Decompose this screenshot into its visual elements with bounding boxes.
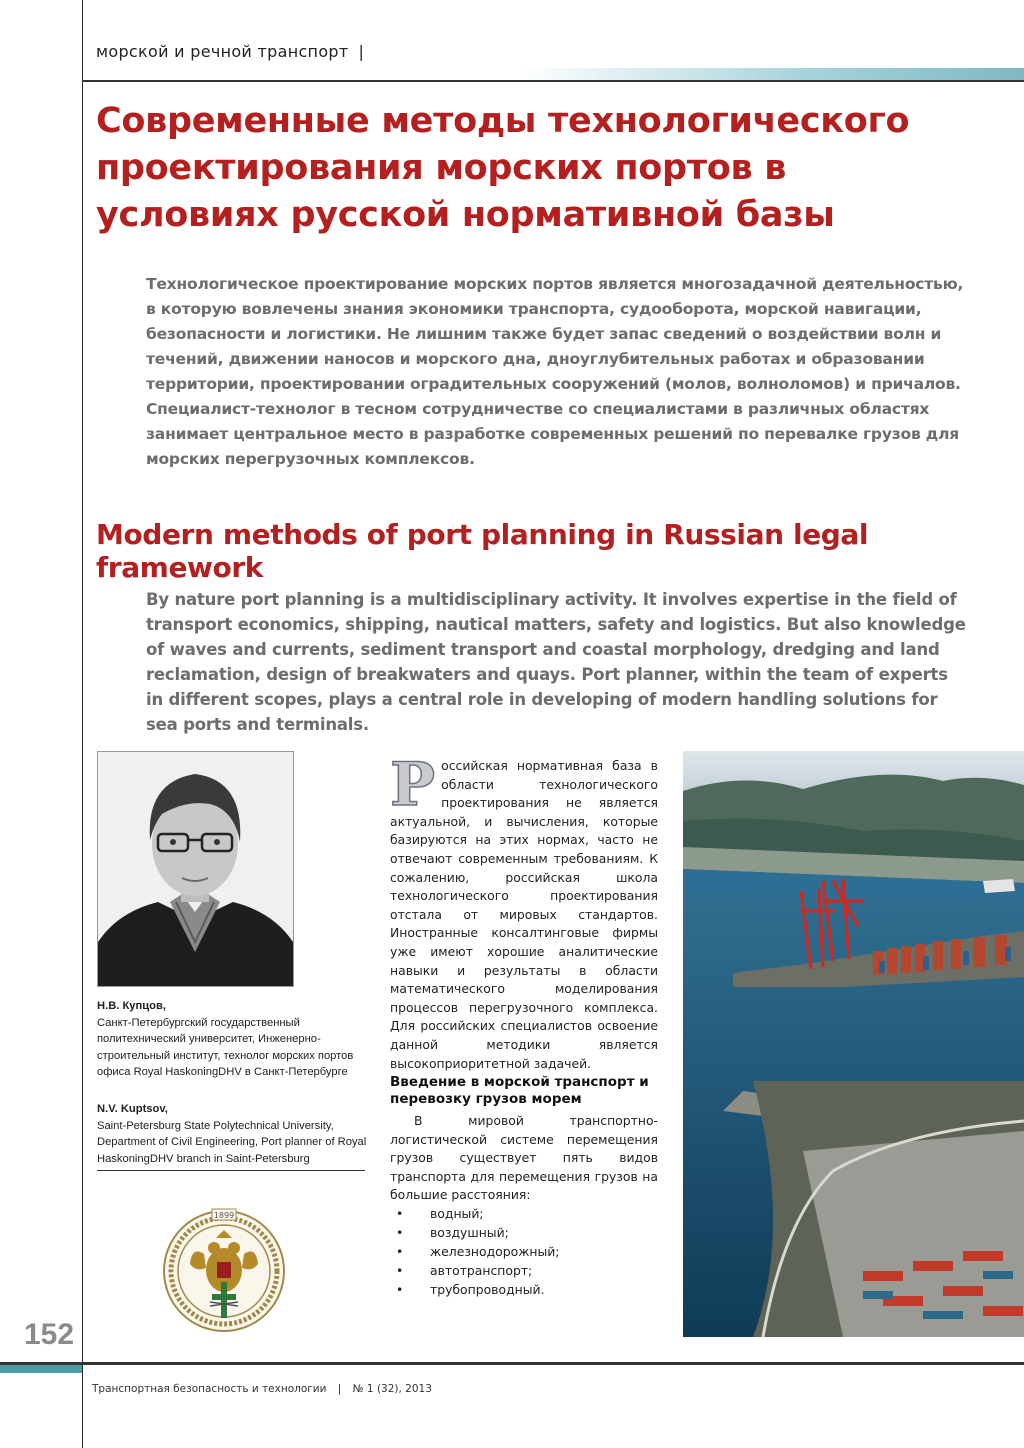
article-title-ru: Современные методы технологического проектирования морских портов в условиях русской нормативной базы [96, 101, 910, 235]
footer-separator: | [337, 1383, 342, 1395]
abstract-en: By nature port planning is a multidisciplinary activity. It involves expertise in the field of transport economics, shipping, nautical matters, safety and logistics. But also knowledge of waves and currents, sediment transport and coastal morphology, dredging and land reclamation, design of breakwaters and quays. Port planner, within the team of experts in different scopes, plays a central role in developing of modern handling solutions for sea ports and terminals. [146, 590, 966, 734]
footer-rule [0, 1362, 1024, 1365]
bullet-icon: • [396, 1282, 404, 1297]
list-item: • водный; [396, 1206, 484, 1221]
journal-name: Транспортная безопасность и технологии [92, 1383, 327, 1395]
header-color-band [520, 68, 1024, 80]
port-aerial-photo [683, 751, 1024, 1337]
seal-year: 1899 [213, 1211, 235, 1220]
university-seal [162, 1206, 286, 1336]
dropcap-letter: Р [390, 750, 436, 820]
university-seal-emblem [162, 1206, 286, 1336]
author-photo [97, 751, 294, 987]
author-affiliation-ru: Санкт-Петербургский государственный политехнический университет, Инженерно-строительный институт, технолог морских портов офиса Royal HaskoningDHV в Санкт-Петербурге [97, 1016, 354, 1078]
list-item: • трубопроводный. [396, 1282, 545, 1297]
port-aerial-image [683, 751, 1024, 1337]
footer-color-band [0, 1365, 82, 1373]
author-divider [97, 1170, 365, 1171]
author-info-ru [97, 998, 367, 1081]
list-item: • автотранспорт; [396, 1263, 533, 1278]
section-subheading: Введение в морской транспорт и перевозку грузов морем [390, 1074, 649, 1107]
issue-info: № 1 (32), 2013 [352, 1383, 432, 1395]
bullet-icon: • [396, 1225, 404, 1240]
body-intro-text: оссийская нормативная база в области технологического проектирования не является актуальной, и вычисления, которые базируются на этих нормах, часто не отвечают современным требованиям. К сожалению, российская школа технологического проектирования отстала от мировых стандартов. Иностранные консалтинговые фирмы уже имеют хорошие аналитические навыки и результаты в области математического моделирования процессов перегрузочного комплекса. Для российских специалистов освоение данной методики является высокоприоритетной задачей. [390, 758, 658, 1071]
author-affiliation-en: Saint-Petersburg State Polytechnical University, Department of Civil Engineering, Port planner of Royal HaskoningDHV branch in Saint-Petersburg [97, 1119, 367, 1165]
list-item: • воздушный; [396, 1225, 509, 1240]
section-separator: | [358, 42, 365, 61]
body-paragraph-2: В мировой транспортно-логистической системе перемещения грузов существует пять видов транспорта для перемещения грузов на большие расстояния: [390, 1113, 658, 1203]
article-title-en: Modern methods of port planning in Russian legal framework [96, 518, 869, 584]
header-rule [82, 80, 1024, 82]
body-intro [390, 750, 658, 1073]
section-title: морской и речной транспорт [96, 42, 349, 61]
left-margin-rule [82, 0, 83, 1448]
author-name-ru: Н.В. Купцов, [97, 1000, 166, 1012]
list-item: • железнодорожный; [396, 1244, 560, 1259]
bullet-icon: • [396, 1263, 404, 1278]
author-portrait-image [98, 752, 293, 986]
bullet-icon: • [396, 1206, 404, 1221]
footer [92, 1383, 432, 1395]
author-name-en: N.V. Kuptsov, [97, 1103, 168, 1115]
page-number: 152 [24, 1318, 75, 1351]
bullet-icon: • [396, 1244, 404, 1259]
abstract-ru: Технологическое проектирование морских портов является многозадачной деятельностью, в которую вовлечены знания экономики транспорта, судооборота, морской навигации, безопасности и логистики. Не лишним также будет запас сведений о воздействии волн и течений, движении наносов и морского дна, дноуглубительных работах и образовании территории, проектировании оградительных сооружений (молов, волноломов) и причалов. Специалист-технолог в тесном сотрудничестве со специалистами в различных областях занимает центральное место в разработке современных решений по перевалке грузов для морских перегрузочных комплексов. [146, 275, 964, 468]
author-info-en [97, 1101, 367, 1167]
transport-modes-list [390, 1204, 559, 1299]
section-header [96, 42, 364, 61]
